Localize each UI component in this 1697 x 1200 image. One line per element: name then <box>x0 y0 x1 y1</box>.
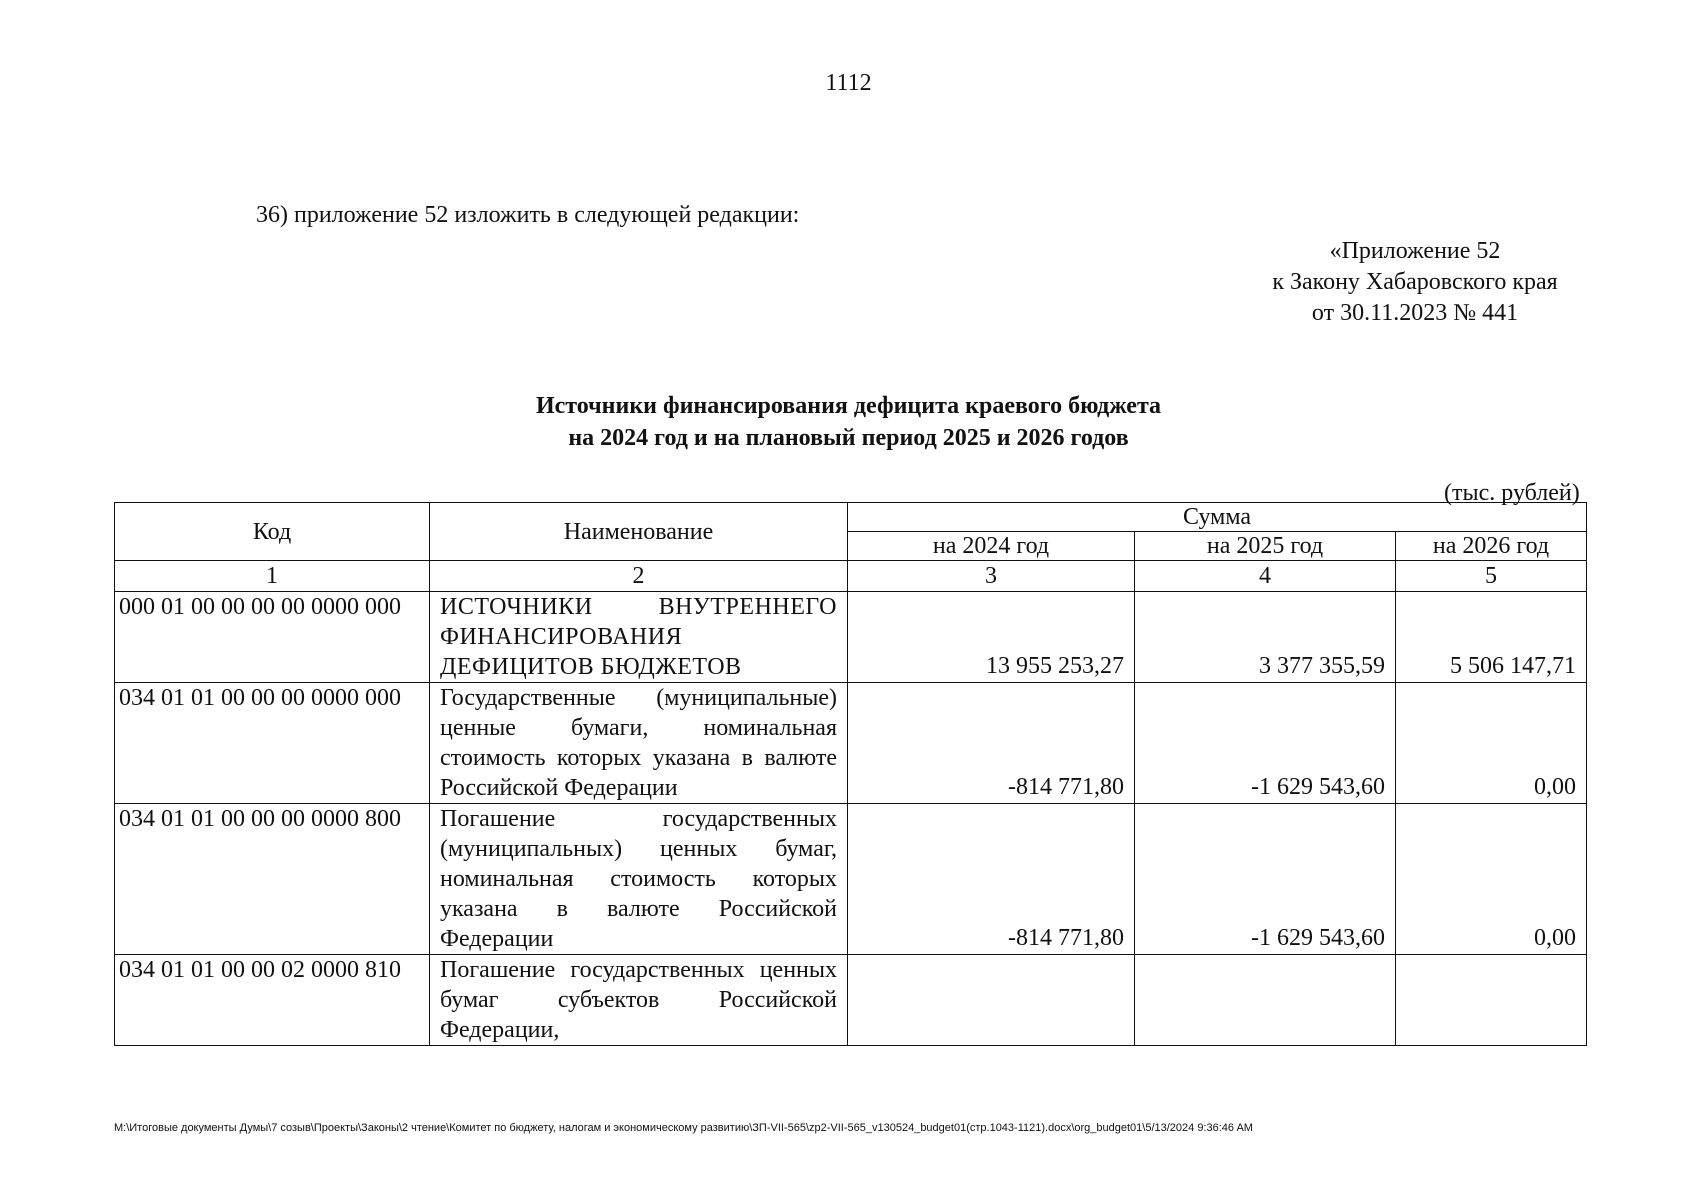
financing-sources-table <box>114 502 1587 1046</box>
page-number: 1112 <box>825 70 872 96</box>
row-name: Погашение государственных (муниципальных) ценных бумаг, номинальная стоимость которых указана в валюте Российской Федерации <box>430 804 848 955</box>
column-number: 4 <box>1135 561 1396 592</box>
row-value-2026: 0,00 <box>1396 683 1587 804</box>
column-number: 3 <box>848 561 1135 592</box>
row-value-2025: -1 629 543,60 <box>1135 683 1396 804</box>
document-title <box>0 390 1697 454</box>
table-row <box>115 592 1587 683</box>
table-row <box>115 955 1587 1046</box>
row-value-2025: -1 629 543,60 <box>1135 804 1396 955</box>
annex-reference <box>1240 236 1590 329</box>
row-value-2024 <box>848 955 1135 1046</box>
header-name: Наименование <box>430 503 848 561</box>
row-name: Погашение государственных ценных бумаг субъектов Российской Федерации, <box>430 955 848 1046</box>
header-year-2026: на 2026 год <box>1396 532 1587 561</box>
annex-line-1: «Приложение 52 <box>1329 238 1501 264</box>
row-value-2024: -814 771,80 <box>848 804 1135 955</box>
header-year-2025: на 2025 год <box>1135 532 1396 561</box>
row-code: 000 01 00 00 00 00 0000 000 <box>115 592 430 683</box>
footer-file-path: M:\Итоговые документы Думы\7 созыв\Проекты\Законы\2 чтение\Комитет по бюджету, налогам и экономическому развитию\ЗП-VII-565\zp2-VII-565_v130524_budget01(стр.1043-1121).docx\org_budget01\5/13/2024 9:36:46 AM <box>114 1122 1253 1134</box>
header-sum: Сумма <box>848 503 1587 532</box>
column-number: 5 <box>1396 561 1587 592</box>
column-number: 2 <box>430 561 848 592</box>
header-year-2024: на 2024 год <box>848 532 1135 561</box>
row-code: 034 01 01 00 00 00 0000 800 <box>115 804 430 955</box>
row-value-2024: 13 955 253,27 <box>848 592 1135 683</box>
row-name: Государственные (муниципальные) ценные бумаги, номинальная стоимость которых указана в валюте Российской Федерации <box>430 683 848 804</box>
table-row <box>115 683 1587 804</box>
table-row <box>115 804 1587 955</box>
row-code: 034 01 01 00 00 02 0000 810 <box>115 955 430 1046</box>
row-value-2024: -814 771,80 <box>848 683 1135 804</box>
units-label: (тыс. рублей) <box>1444 480 1580 506</box>
title-line-2: на 2024 год и на плановый период 2025 и 2026 годов <box>568 425 1129 451</box>
header-row <box>115 503 1587 532</box>
title-line-1: Источники финансирования дефицита краевого бюджета <box>535 393 1162 419</box>
column-numbers-row <box>115 561 1587 592</box>
intro-text: 36) приложение 52 изложить в следующей редакции: <box>256 202 800 228</box>
row-value-2025: 3 377 355,59 <box>1135 592 1396 683</box>
row-code: 034 01 01 00 00 00 0000 000 <box>115 683 430 804</box>
row-name: ИСТОЧНИКИ ВНУТРЕННЕГО ФИНАНСИРОВАНИЯ ДЕФИЦИТОВ БЮДЖЕТОВ <box>430 592 848 683</box>
column-number: 1 <box>115 561 430 592</box>
row-value-2026 <box>1396 955 1587 1046</box>
annex-line-2: к Закону Хабаровского края <box>1272 269 1558 295</box>
row-value-2026: 0,00 <box>1396 804 1587 955</box>
row-value-2026: 5 506 147,71 <box>1396 592 1587 683</box>
header-code: Код <box>115 503 430 561</box>
annex-line-3: от 30.11.2023 № 441 <box>1311 300 1519 326</box>
row-value-2025 <box>1135 955 1396 1046</box>
